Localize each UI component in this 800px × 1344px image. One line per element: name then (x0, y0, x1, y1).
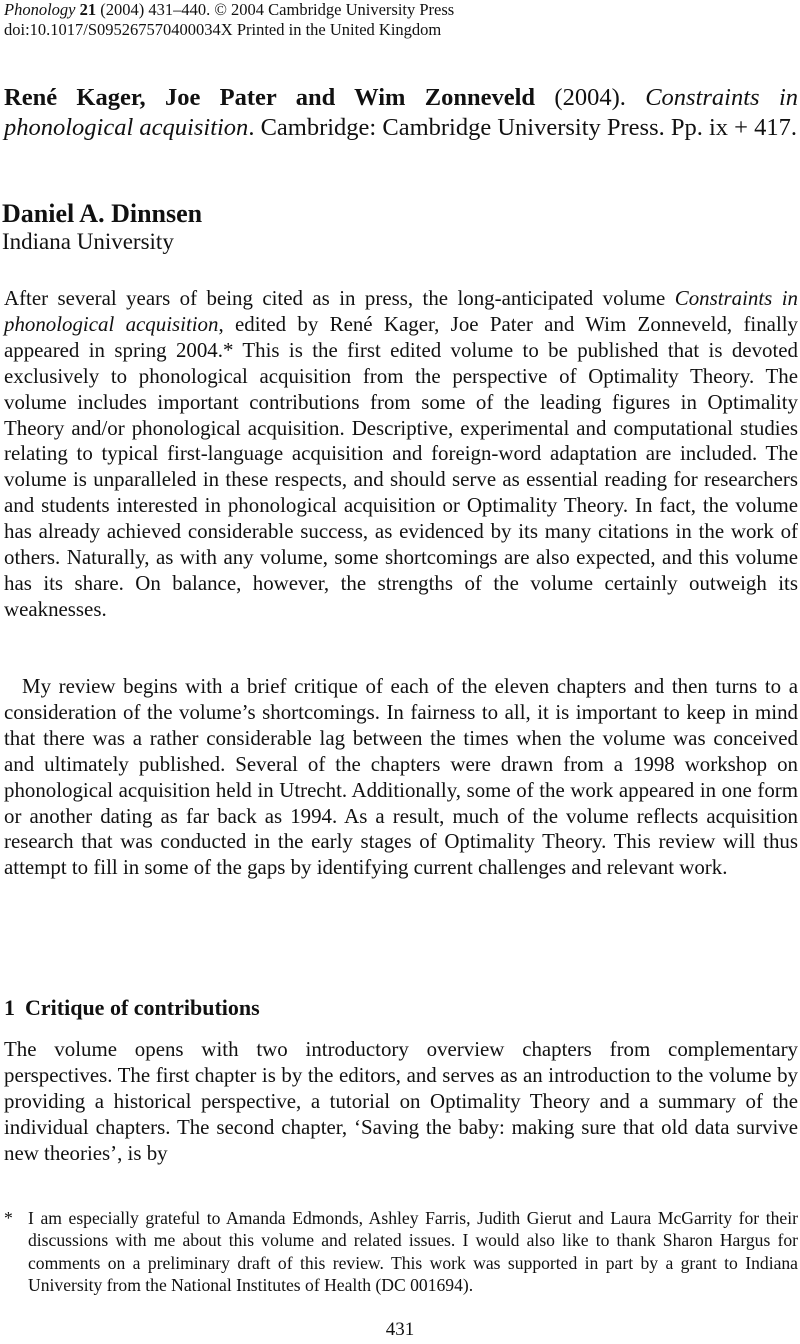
paragraph-3 (4, 1037, 798, 1167)
running-head-citation: (2004) 431–440. © 2004 Cambridge University Press (100, 0, 455, 19)
paragraph-2-text: My review begins with a brief critique of each of the eleven chapters and then turns to a consideration of the volume’s shortcomings. In fairness to all, it is important to keep in mind that there was a rather considerable lag between the times when the volume was conceived and ultimately published. Several of the chapters were drawn from a 1998 workshop on phonological acquisition held in Utrecht. Additionally, some of the work appeared in one form or another dating as far back as 1994. As a result, much of the volume reflects acquisition research that was conducted in the early stages of Optimality Theory. This review will thus attempt to fill in some of the gaps by identifying current challenges and relevant work. (4, 674, 798, 880)
reviewer-affiliation: Indiana University (2, 229, 174, 254)
review-title (4, 83, 798, 143)
book-year: (2004). (554, 84, 626, 111)
page-number: 431 (385, 1319, 415, 1340)
book-title: Constraints in phonological acquisition (4, 84, 798, 141)
book-publisher: . Cambridge: Cambridge University Press. Pp. ix + 417. (248, 114, 798, 141)
running-head (4, 0, 454, 40)
running-head-line-1 (4, 0, 454, 20)
paragraph-1-rest: , edited by René Kager, Joe Pater and Wim Zonneveld, finally appeared in spring 2004.* This is the first edited volume to be published that is devoted exclusively to phonological acquisition from the perspective of Optimality Theory. The volume includes important contributions from some of the leading figures in Optimality Theory and/or phonological acquisition. Descriptive, experimental and computational studies relating to typical first-language acquisition and foreign-word adaptation are included. The volume is unparalleled in these respects, and should serve as essential reading for researchers and students interested in phonological acquisition or Optimality Theory. In fact, the volume has already achieved considerable success, as evidenced by its many citations in the work of others. Naturally, as with any volume, some shortcomings are also expected, and this volume has its share. On balance, however, the strengths of the volume certainly outweigh its weaknesses. (4, 311, 798, 621)
reviewer-name: Daniel A. Dinnsen (2, 199, 203, 228)
paragraph-1 (4, 286, 798, 623)
running-head-line-2: doi:10.1017/S095267570400034X Printed in the United Kingdom (4, 20, 442, 39)
paragraph-1-book-title: Constraints in phonological acquisition (4, 286, 798, 336)
paragraph-1-start: After several years of being cited as in press, the long-anticipated volume (4, 286, 675, 310)
footnote (4, 1207, 798, 1297)
section-number: 1 (4, 995, 15, 1020)
section-title: Critique of contributions (25, 995, 260, 1020)
paragraph-2 (4, 674, 798, 881)
section-heading (4, 994, 260, 1022)
footnote-mark: * (4, 1208, 13, 1228)
footnote-text: I am especially grateful to Amanda Edmonds, Ashley Farris, Judith Gierut and Laura McGarrity for their discussions with me about this volume and related issues. I would also like to thank Sharon Hargus for comments on a preliminary draft of this review. This work was supported in part by a grant to Indiana University from the National Institutes of Health (DC 001694). (28, 1208, 798, 1296)
journal-name: Phonology (4, 0, 76, 19)
journal-volume: 21 (79, 0, 97, 19)
paragraph-3-text: The volume opens with two introductory overview chapters from complementary perspectives. The first chapter is by the editors, and serves as an introduction to the volume by providing a historical perspective, a tutorial on Optimality Theory and a summary of the individual chapters. The second chapter, ‘Saving the baby: making sure that old data survive new theories’, is by (4, 1037, 798, 1165)
book-authors: René Kager, Joe Pater and Wim Zonneveld (4, 84, 536, 111)
